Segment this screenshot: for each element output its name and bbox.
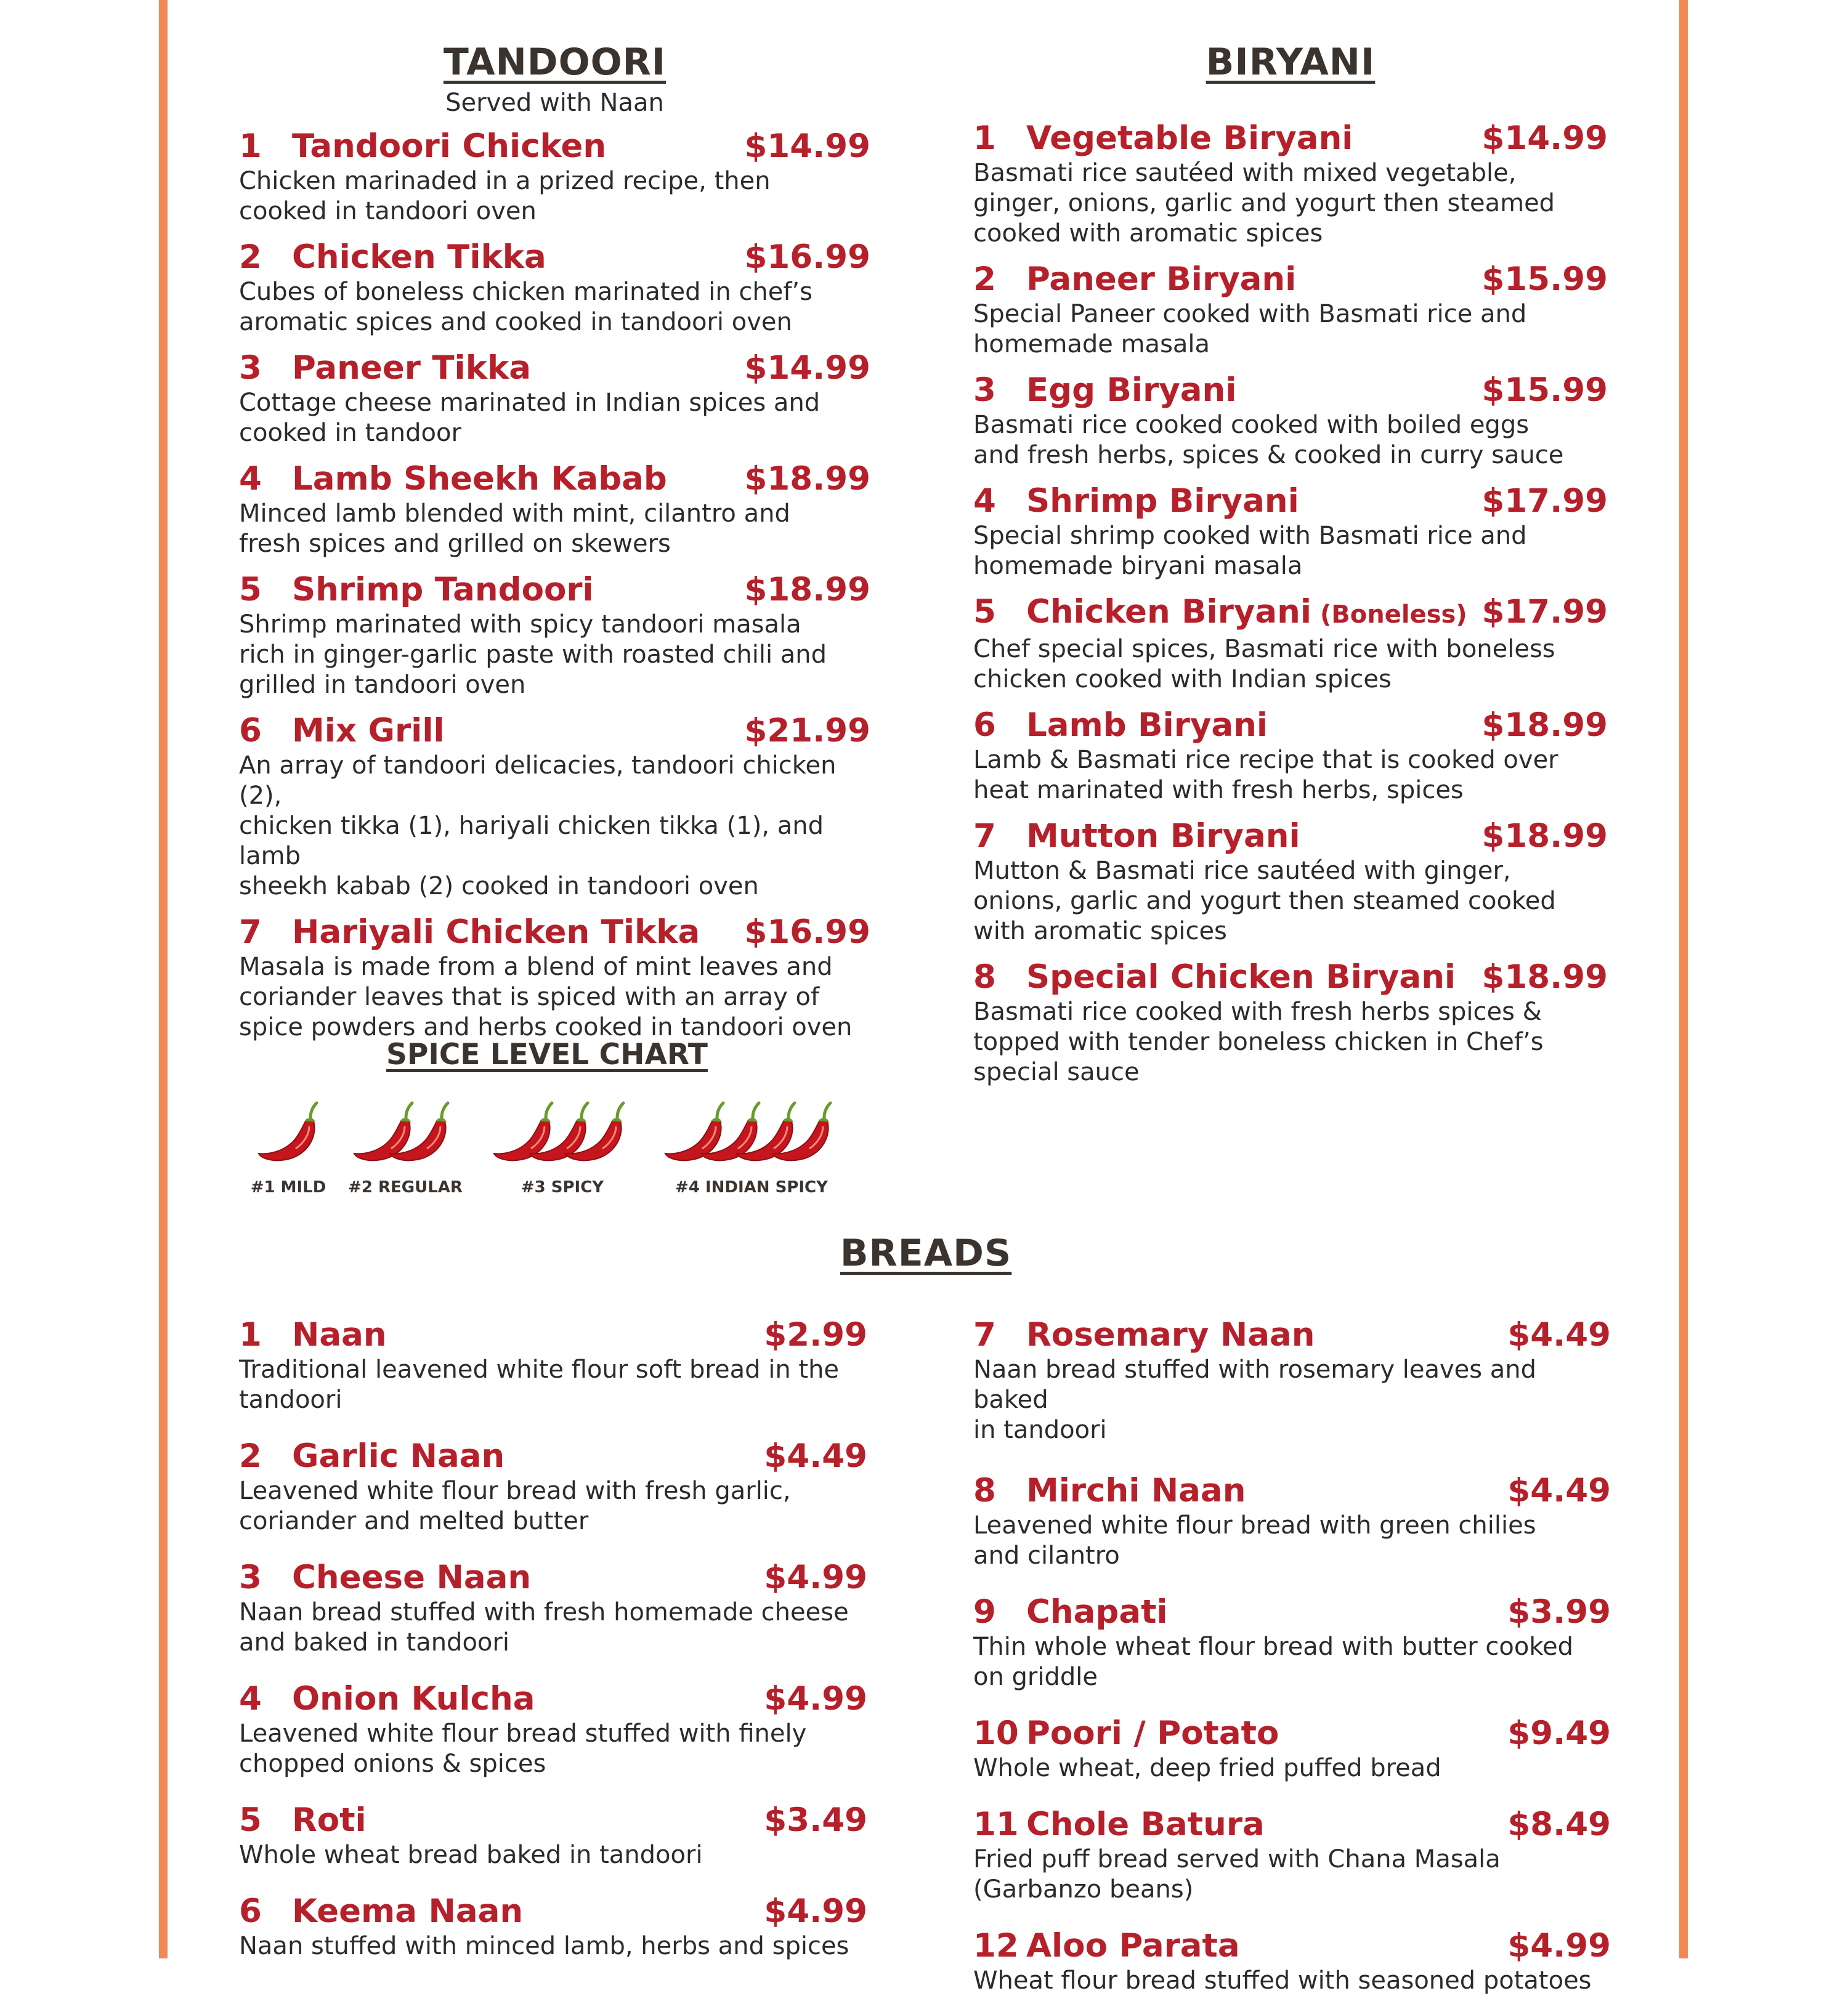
menu-item-number: 4 <box>973 482 996 520</box>
menu-item <box>239 1801 867 1870</box>
menu-item-price: $18.99 <box>1481 958 1608 996</box>
spice-level-label: #2 REGULAR <box>348 1178 463 1197</box>
menu-item-description: Basmati rice sautéed with mixed vegetable, ginger, onions, garlic and yogurt then steamed cooked with aromatic spices <box>973 159 1555 248</box>
menu-item-price: $18.99 <box>1481 817 1608 855</box>
menu-item-name: Lamb Sheekh Kabab <box>292 460 667 498</box>
menu-item <box>973 1593 1611 1692</box>
menu-item-price: $16.99 <box>744 238 870 276</box>
menu-item-number: 1 <box>239 127 262 165</box>
menu-item-price: $3.49 <box>764 1801 867 1839</box>
menu-item-price: $18.99 <box>1481 706 1608 744</box>
left-border-bar <box>159 0 168 1958</box>
menu-item-price: $4.99 <box>764 1680 867 1718</box>
menu-item-price: $4.99 <box>764 1893 867 1930</box>
biryani-heading: BIRYANI <box>1206 41 1376 84</box>
menu-item-header <box>239 1558 867 1598</box>
tandoori-section <box>239 41 870 1043</box>
menu-item-number: 3 <box>973 371 996 409</box>
menu-item-name: Mirchi Naan <box>1026 1472 1246 1509</box>
spice-level-peppers <box>493 1099 626 1167</box>
menu-item-description: Basmati rice cooked with fresh herbs spices & topped with tender boneless chicken in Chef’s special sauce <box>973 998 1544 1086</box>
menu-item-description: Thin whole wheat flour bread with butter cooked on griddle <box>973 1633 1574 1691</box>
menu-item-header <box>973 817 1608 856</box>
menu-item-description: Whole wheat bread baked in tandoori <box>239 1841 703 1869</box>
menu-item-number: 5 <box>973 593 996 631</box>
menu-item-header <box>239 459 870 499</box>
right-border-bar <box>1679 0 1688 1958</box>
menu-item <box>239 1437 867 1537</box>
menu-item-header <box>973 260 1608 299</box>
menu-item-name: Special Chicken Biryani <box>1026 958 1456 996</box>
menu-item-number: 1 <box>973 119 996 157</box>
menu-item <box>973 1805 1611 1905</box>
menu-item-name: Tandoori Chicken <box>292 127 607 165</box>
menu-item <box>239 349 870 448</box>
menu-item-price: $14.99 <box>744 127 870 165</box>
menu-item-name: Mutton Biryani <box>1026 817 1300 855</box>
menu-item <box>973 1471 1611 1571</box>
menu-item-number: 6 <box>239 712 262 750</box>
menu-item-name: Poori / Potato <box>1026 1715 1279 1752</box>
menu-item <box>973 958 1608 1088</box>
menu-item <box>239 711 870 902</box>
menu-item-name: Naan <box>292 1316 387 1354</box>
menu-item <box>973 371 1608 471</box>
menu-item-price: $3.99 <box>1507 1593 1611 1631</box>
menu-item-price: $4.99 <box>1507 1927 1611 1965</box>
menu-item <box>239 1892 867 1962</box>
menu-item-number: 2 <box>973 261 996 298</box>
menu-item-name: Cheese Naan <box>292 1559 532 1596</box>
menu-item-price: $17.99 <box>1481 482 1608 520</box>
menu-item-name: Lamb Biryani <box>1026 706 1268 744</box>
menu-item-number: 5 <box>239 571 262 608</box>
menu-item-name: Garlic Naan <box>292 1437 505 1475</box>
menu-item-description: Basmati rice cooked cooked with boiled eggs and fresh herbs, spices & cooked in curry sauce <box>973 411 1564 469</box>
menu-item-header <box>239 238 870 277</box>
menu-item-header <box>239 1315 867 1355</box>
menu-item-description: Traditional leavened white flour soft bread in the tandoori <box>239 1356 840 1414</box>
menu-item-number: 7 <box>239 913 262 951</box>
menu-item-number: 2 <box>239 238 262 276</box>
breads-left-list <box>239 1315 867 1962</box>
menu-item-name: Rosemary Naan <box>1026 1316 1315 1354</box>
menu-item-description: Leavened white flour bread with fresh garlic, coriander and melted butter <box>239 1477 791 1535</box>
menu-item-price: $18.99 <box>744 571 870 608</box>
menu-item-price: $8.49 <box>1507 1806 1611 1843</box>
breads-right-list <box>973 1315 1611 1996</box>
menu-item-name: Shrimp Tandoori <box>292 571 594 608</box>
menu-item-header <box>239 1437 867 1476</box>
menu-item-header <box>239 1679 867 1719</box>
menu-item-header <box>239 1892 867 1931</box>
menu-item-number: 7 <box>973 1316 996 1354</box>
menu-item-header <box>239 570 870 610</box>
menu-item-description: Whole wheat, deep fried puffed bread <box>973 1754 1441 1782</box>
menu-item-number: 7 <box>973 817 996 855</box>
menu-item-price: $4.49 <box>764 1437 867 1475</box>
menu-item-price: $15.99 <box>1481 371 1608 409</box>
menu-item-number: 5 <box>239 1801 262 1839</box>
menu-item-name: Mix Grill <box>292 712 445 750</box>
menu-item-name: Hariyali Chicken Tikka <box>292 913 700 951</box>
menu-item-description: Cottage cheese marinated in Indian spices and cooked in tandoor <box>239 389 821 447</box>
menu-item-price: $16.99 <box>744 913 870 951</box>
spice-level-peppers <box>257 1099 319 1167</box>
menu-item-header <box>973 1315 1611 1355</box>
menu-item-description: An array of tandoori delicacies, tandoori chicken (2), chicken tikka (1), hariyali chicken tikka (1), and lamb sheekh kabab (2) cooked in tandoori oven <box>239 751 837 900</box>
menu-item <box>973 260 1608 360</box>
menu-item-price: $4.49 <box>1507 1472 1611 1509</box>
menu-item-description: Naan stuffed with minced lamb, herbs and spices <box>239 1932 849 1960</box>
spice-level-peppers <box>664 1099 833 1167</box>
breads-section <box>239 1232 1613 1275</box>
menu-item-name: Egg Biryani <box>1026 371 1237 409</box>
menu-item-name: Paneer Biryani <box>1026 261 1297 298</box>
menu-item-name: Keema Naan <box>292 1893 524 1930</box>
menu-item-number: 1 <box>239 1316 262 1354</box>
menu-item-description: Leavened white flour bread stuffed with finely chopped onions & spices <box>239 1719 807 1778</box>
menu-item <box>239 913 870 1043</box>
chili-pepper-icon <box>494 1103 552 1160</box>
menu-item-description: Cubes of boneless chicken marinated in chef’s aromatic spices and cooked in tandoori oven <box>239 278 813 336</box>
menu-item-name: Chicken Biryani (Boneless) <box>1026 593 1467 631</box>
menu-item-header <box>973 1926 1611 1966</box>
menu-item-number: 12 <box>973 1927 1019 1965</box>
menu-item <box>239 1558 867 1658</box>
menu-item-name: Chole Batura <box>1026 1806 1265 1843</box>
chili-pepper-icon <box>259 1103 317 1160</box>
menu-item-description: Mutton & Basmati rice sautéed with ginger, onions, garlic and yogurt then steamed cooked with aromatic spices <box>973 857 1556 945</box>
menu-item-header <box>239 913 870 952</box>
menu-item-header <box>239 127 870 166</box>
menu-item <box>973 1315 1611 1445</box>
menu-item-number: 10 <box>973 1715 1019 1752</box>
spice-level-chart <box>239 1038 855 1210</box>
menu-item-name: Chicken Tikka <box>292 238 546 276</box>
menu-item-number: 3 <box>239 1559 262 1596</box>
menu-item-price: $2.99 <box>764 1316 867 1354</box>
menu-item-description: Leavened white flour bread with green chilies and cilantro <box>973 1511 1536 1570</box>
menu-item-name: Shrimp Biryani <box>1026 482 1299 520</box>
menu-item-header <box>973 371 1608 410</box>
menu-item-description: Chicken marinaded in a prized recipe, then cooked in tandoori oven <box>239 167 771 225</box>
menu-item <box>973 1714 1611 1784</box>
menu-item-header <box>239 349 870 388</box>
menu-item-description: Minced lamb blended with mint, cilantro and fresh spices and grilled on skewers <box>239 499 790 558</box>
menu-item-price: $17.99 <box>1481 593 1608 631</box>
breads-left-column <box>239 1315 867 1962</box>
spice-chart-title: SPICE LEVEL CHART <box>386 1038 708 1072</box>
menu-item-price: $14.99 <box>744 349 870 387</box>
tandoori-subtitle: Served with Naan <box>445 89 664 117</box>
menu-item-description: Lamb & Basmati rice recipe that is cooked over heat marinated with fresh herbs, spices <box>973 746 1558 804</box>
menu-item <box>239 238 870 337</box>
menu-item-description: Naan bread stuffed with fresh homemade cheese and baked in tandoori <box>239 1598 849 1657</box>
menu-item-description: Wheat flour bread stuffed with seasoned potatoes <box>973 1966 1592 1995</box>
menu-item-number: 6 <box>239 1893 262 1930</box>
menu-item <box>973 592 1608 695</box>
spice-level-peppers <box>353 1099 450 1167</box>
menu-item-number: 2 <box>239 1437 262 1475</box>
menu-item-header <box>239 1801 867 1840</box>
menu-item-name: Onion Kulcha <box>292 1680 535 1718</box>
menu-item <box>239 1315 867 1415</box>
breads-right-column <box>973 1315 1611 1996</box>
spice-level-label: #4 INDIAN SPICY <box>675 1178 828 1197</box>
menu-item-header <box>239 711 870 751</box>
menu-item-header <box>973 1714 1611 1753</box>
menu-item-number: 8 <box>973 1472 996 1509</box>
menu-item-header <box>973 1805 1611 1844</box>
chili-pepper-icon <box>354 1103 412 1160</box>
menu-item <box>239 127 870 227</box>
menu-item <box>973 119 1608 249</box>
menu-item-number: 4 <box>239 460 262 498</box>
menu-item-price: $9.49 <box>1507 1715 1611 1752</box>
biryani-section <box>973 41 1608 1088</box>
menu-item-header <box>973 119 1608 158</box>
menu-item-name: Aloo Parata <box>1026 1927 1240 1965</box>
tandoori-heading: TANDOORI <box>443 41 667 84</box>
menu-item-number: 11 <box>973 1806 1019 1843</box>
menu-item-price: $21.99 <box>744 712 870 750</box>
chili-pepper-icon <box>665 1103 723 1160</box>
menu-item <box>973 482 1608 581</box>
menu-item-description: Fried puff bread served with Chana Masala (Garbanzo beans) <box>973 1845 1501 1904</box>
menu-item-header <box>973 1593 1611 1632</box>
menu-item-name: Chapati <box>1026 1593 1168 1631</box>
menu-item-description: Special Paneer cooked with Basmati rice and homemade masala <box>973 300 1527 358</box>
menu-item-price: $4.99 <box>764 1559 867 1596</box>
menu-item <box>239 459 870 559</box>
spice-level-label: #1 MILD <box>250 1178 326 1197</box>
menu-item-price: $15.99 <box>1481 261 1608 298</box>
menu-item-header <box>973 1471 1611 1511</box>
menu-item <box>239 1679 867 1779</box>
tandoori-list <box>239 127 870 1043</box>
menu-item-description: Chef special spices, Basmati rice with boneless chicken cooked with Indian spices <box>973 635 1555 693</box>
menu-item-note: (Boneless) <box>1311 600 1467 629</box>
menu-item-header <box>973 592 1608 634</box>
menu-item-name: Roti <box>292 1801 367 1839</box>
menu-item-number: 9 <box>973 1593 996 1631</box>
menu-item-number: 8 <box>973 958 996 996</box>
biryani-list <box>973 119 1608 1088</box>
spice-level-label: #3 SPICY <box>521 1178 604 1197</box>
menu-item-number: 3 <box>239 349 262 387</box>
menu-item-header <box>973 958 1608 997</box>
menu-item-description: Shrimp marinated with spicy tandoori masala rich in ginger-garlic paste with roasted chili and grilled in tandoori oven <box>239 610 827 699</box>
menu-item <box>239 570 870 700</box>
menu-item-name: Paneer Tikka <box>292 349 531 387</box>
menu-item-header <box>973 706 1608 745</box>
menu-item-description: Masala is made from a blend of mint leaves and coriander leaves that is spiced with an array of spice powders and herbs cooked in tandoori oven <box>239 953 853 1041</box>
menu-item-price: $4.49 <box>1507 1316 1611 1354</box>
menu-item-price: $18.99 <box>744 460 870 498</box>
menu-item <box>973 817 1608 947</box>
menu-item-header <box>973 482 1608 521</box>
menu-item-price: $14.99 <box>1481 119 1608 157</box>
menu-item <box>973 706 1608 806</box>
menu-item <box>973 1926 1611 1996</box>
menu-item-description: Naan bread stuffed with rosemary leaves and baked in tandoori <box>973 1356 1537 1444</box>
menu-item-name: Vegetable Biryani <box>1026 119 1353 157</box>
menu-item-number: 4 <box>239 1680 262 1718</box>
menu-item-description: Special shrimp cooked with Basmati rice and homemade biryani masala <box>973 522 1527 580</box>
menu-item-number: 6 <box>973 706 996 744</box>
breads-heading: BREADS <box>840 1232 1012 1275</box>
